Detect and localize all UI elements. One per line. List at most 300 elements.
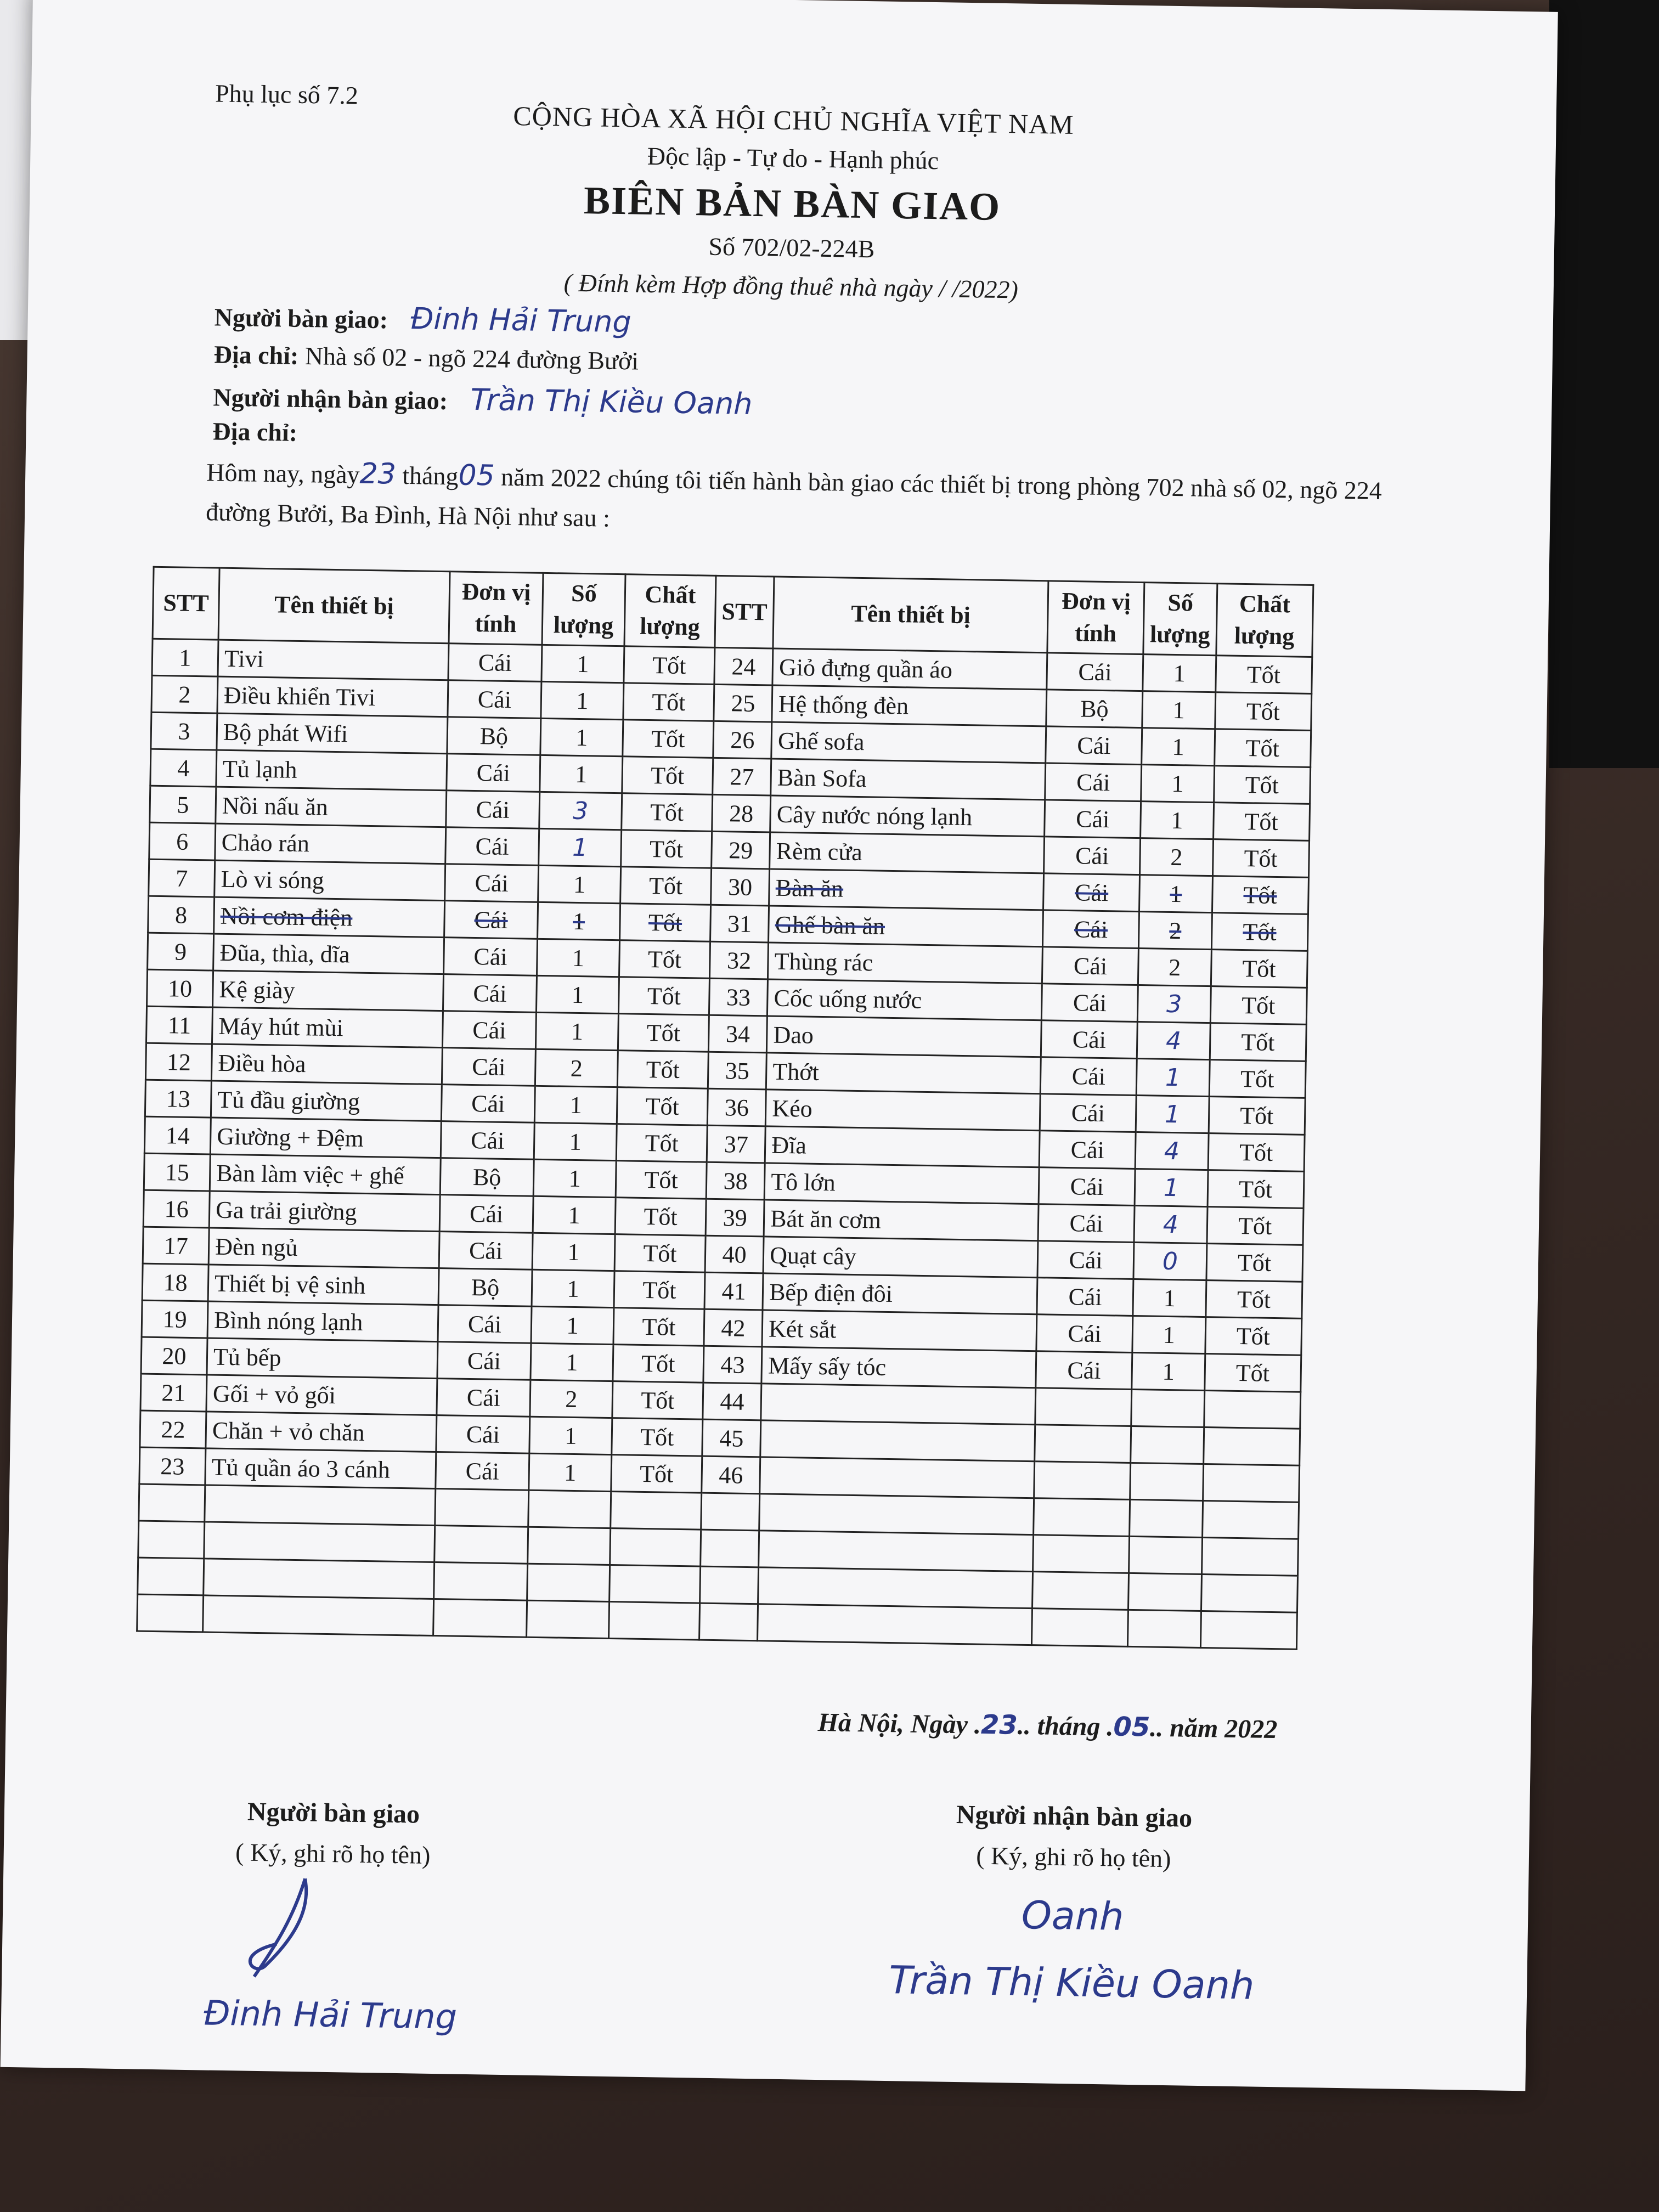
cell-right-qty [1128, 1573, 1201, 1611]
cell-right-quality: Tốt [1206, 1244, 1303, 1282]
cell-left-name: Điều khiển Tivi [217, 676, 448, 717]
place-and-date [817, 1707, 1277, 1745]
cell-left-unit: Cái [445, 827, 539, 866]
cell-right-quality: Tốt [1215, 656, 1312, 694]
cell-right-unit: Cái [1038, 1204, 1135, 1243]
cell-right-unit [1035, 1425, 1131, 1463]
cell-left-quality: Tốt [611, 1455, 702, 1493]
cell-left-unit: Cái [437, 1342, 531, 1380]
cell-right-name: Cốc uống nước [768, 979, 1042, 1020]
cell-right-unit: Cái [1045, 800, 1141, 838]
cell-right-name [759, 1531, 1034, 1572]
cell-right-name: Thùng rác [768, 943, 1043, 984]
cell-left-name: Đèn ngủ [208, 1228, 439, 1268]
cell-left-stt: 14 [144, 1116, 211, 1154]
cell-left-stt: 21 [140, 1374, 207, 1412]
cell-right-unit: Cái [1037, 1241, 1134, 1279]
cell-left-unit: Cái [436, 1415, 530, 1454]
cell-left-quality: Tốt [612, 1418, 703, 1457]
cell-right-unit [1034, 1462, 1131, 1500]
cell-right-stt: 26 [713, 721, 772, 759]
dark-object-edge [1549, 0, 1659, 768]
cell-left-stt: 11 [146, 1006, 212, 1044]
cell-right-stt: 34 [708, 1015, 767, 1053]
cell-left-name: Thiết bị vệ sinh [208, 1265, 439, 1305]
header-unit-right: Đơn vị tính [1047, 581, 1144, 654]
cell-left-qty: 1 [540, 755, 623, 793]
cell-right-quality: Tốt [1215, 692, 1311, 731]
cell-right-unit: Cái [1036, 1314, 1133, 1353]
cell-right-stt: 38 [706, 1162, 765, 1200]
cell-left-qty: 1 [541, 681, 624, 719]
cell-right-stt: 31 [710, 905, 769, 943]
cell-right-name: Két sắt [762, 1310, 1037, 1351]
cell-right-quality: Tốt [1209, 1097, 1305, 1135]
cell-left-stt: 5 [150, 786, 216, 823]
cell-right-qty: 1 [1142, 691, 1215, 729]
cell-right-quality: Tốt [1206, 1280, 1302, 1319]
cell-right-name [761, 1384, 1036, 1425]
cell-left-name: Chảo rán [215, 823, 446, 864]
giver-label: Người bàn giao: [214, 303, 388, 334]
appendix-label: Phụ lục số 7.2 [215, 79, 359, 110]
giver-signature-title: Người bàn giao [247, 1797, 420, 1829]
cell-left-qty: 1 [531, 1343, 613, 1381]
cell-left-quality: Tốt [621, 830, 712, 868]
cell-left-quality: Tốt [613, 1308, 704, 1346]
cell-right-qty: 1 [1136, 1059, 1209, 1097]
cell-right-quality: Tốt [1210, 1023, 1306, 1062]
cell-right-qty: 4 [1137, 1022, 1210, 1060]
cell-right-name: Hệ thống đèn [772, 685, 1047, 726]
cell-right-name: Bát ăn cơm [764, 1200, 1039, 1241]
cell-right-name: Giỏ đựng quần áo [772, 648, 1047, 690]
cell-left-quality: Tốt [614, 1271, 705, 1310]
cell-left-quality: Tốt [614, 1234, 706, 1273]
header-stt-right: STT [715, 575, 774, 648]
cell-left-quality: Tốt [616, 1161, 707, 1199]
cell-left-stt [137, 1594, 204, 1632]
cell-right-qty: 1 [1142, 728, 1215, 766]
cell-right-qty: 0 [1133, 1242, 1206, 1280]
cell-left-unit [435, 1526, 528, 1564]
cell-left-qty: 1 [537, 939, 620, 977]
cell-right-qty: 1 [1135, 1169, 1207, 1206]
cell-left-quality: Tốt [623, 683, 714, 721]
cell-left-stt: 2 [151, 675, 218, 713]
cell-right-stt: 25 [714, 684, 772, 722]
cell-right-unit: Cái [1040, 1057, 1137, 1096]
cell-left-qty: 1 [529, 1453, 612, 1491]
cell-left-unit: Cái [448, 680, 541, 719]
cell-right-quality: Tốt [1211, 950, 1307, 988]
cell-right-stt: 33 [709, 978, 768, 1016]
cell-right-qty: 1 [1143, 654, 1216, 692]
cell-right-qty: 1 [1139, 875, 1212, 913]
giver-signature-block [166, 1795, 499, 2037]
giver-signature-scribble-icon [166, 1865, 498, 1996]
cell-right-unit [1034, 1498, 1130, 1537]
cell-right-stt: 30 [711, 868, 770, 906]
place-text-b: .. tháng . [1017, 1711, 1114, 1742]
cell-right-unit: Cái [1039, 1167, 1135, 1206]
cell-right-quality: Tốt [1207, 1170, 1304, 1209]
cell-right-stt [701, 1493, 760, 1531]
cell-right-unit: Cái [1043, 873, 1140, 912]
cell-right-name: Quạt cây [763, 1237, 1038, 1278]
cell-right-quality: Tốt [1210, 986, 1307, 1025]
cell-right-unit: Cái [1042, 984, 1138, 1022]
cell-left-stt: 7 [149, 859, 215, 897]
cell-right-unit: Cái [1039, 1131, 1136, 1169]
cell-left-stt: 10 [147, 969, 213, 1007]
intro-month-handwritten: 05 [458, 459, 495, 493]
cell-right-stt: 43 [703, 1346, 762, 1384]
cell-left-name: Máy hút mùi [212, 1007, 443, 1048]
cell-right-stt [701, 1530, 759, 1567]
cell-left-name: Điều hòa [211, 1044, 442, 1085]
cell-right-stt: 36 [707, 1088, 766, 1126]
cell-right-quality [1200, 1611, 1297, 1649]
cell-left-unit: Cái [447, 754, 540, 792]
giver-signed-name: Đinh Hải Trung [203, 1993, 458, 2037]
cell-right-name [758, 1567, 1033, 1609]
giver-address-label: Địa chỉ: [213, 340, 299, 370]
cell-right-name [760, 1457, 1035, 1498]
cell-left-quality: Tốt [618, 1014, 709, 1052]
cell-right-name: Ghế sofa [771, 722, 1046, 763]
cell-right-stt: 27 [713, 758, 771, 795]
cell-left-unit: Cái [437, 1379, 531, 1417]
document-title: BIÊN BẢN BÀN GIAO [583, 178, 1001, 229]
cell-right-stt: 39 [706, 1199, 764, 1237]
cell-left-qty [527, 1564, 610, 1601]
cell-right-name: Ghế bàn ăn [769, 906, 1043, 947]
cell-left-qty [528, 1490, 611, 1528]
cell-left-unit: Cái [441, 1085, 535, 1123]
cell-right-name: Tô lớn [764, 1163, 1039, 1204]
cell-right-qty: 2 [1140, 838, 1213, 876]
cell-left-name: Tủ lạnh [216, 750, 447, 791]
cell-left-unit: Cái [442, 1048, 535, 1086]
place-month-handwritten: 05 [1113, 1711, 1150, 1743]
cell-left-unit: Cái [446, 791, 540, 829]
cell-right-quality: Tốt [1213, 803, 1310, 841]
cell-left-stt: 15 [144, 1153, 210, 1191]
header-stt-left: STT [153, 567, 219, 640]
giver-signature-note: ( Ký, ghi rõ họ tên) [235, 1838, 431, 1869]
cell-right-name: Đĩa [765, 1126, 1040, 1167]
handover-document-page [1, 0, 1558, 2091]
receiver-signature-block [879, 1798, 1267, 2008]
cell-right-name [759, 1494, 1034, 1535]
cell-right-quality: Tốt [1212, 876, 1308, 915]
cell-right-unit: Cái [1044, 837, 1141, 875]
cell-left-stt: 9 [148, 933, 214, 970]
cell-left-name [204, 1559, 435, 1599]
cell-left-stt: 17 [143, 1227, 209, 1265]
cell-right-name: Bàn ăn [769, 869, 1044, 910]
cell-right-name: Bếp điện đôi [763, 1273, 1037, 1314]
cell-right-qty: 1 [1141, 802, 1214, 839]
cell-left-qty: 1 [539, 828, 622, 866]
cell-left-quality: Tốt [622, 793, 713, 832]
receiver-signature-title: Người nhận bàn giao [956, 1800, 1193, 1833]
cell-left-quality: Tốt [617, 1087, 708, 1126]
cell-left-unit: Cái [438, 1305, 532, 1344]
cell-left-name: Bộ phát Wifi [217, 713, 448, 754]
cell-right-quality: Tốt [1208, 1133, 1305, 1172]
national-motto: Độc lập - Tự do - Hạnh phúc [647, 142, 939, 175]
giver-address-line [213, 340, 639, 375]
cell-left-unit: Cái [439, 1195, 533, 1233]
cell-left-stt: 3 [151, 712, 217, 750]
cell-right-name: Dao [767, 1016, 1042, 1057]
cell-right-quality [1201, 1537, 1298, 1576]
cell-right-stt: 45 [702, 1419, 761, 1457]
cell-left-unit: Bộ [438, 1268, 532, 1307]
cell-left-stt: 16 [143, 1190, 210, 1228]
cell-right-quality: Tốt [1204, 1354, 1301, 1392]
cell-right-qty [1129, 1536, 1202, 1574]
cell-left-qty [528, 1527, 611, 1565]
cell-left-quality: Tốt [619, 940, 710, 979]
cell-left-stt: 4 [150, 749, 217, 787]
cell-right-stt: 42 [704, 1309, 763, 1347]
cell-right-unit: Cái [1046, 726, 1142, 765]
cell-left-quality: Tốt [620, 904, 711, 942]
cell-right-quality: Tốt [1207, 1207, 1304, 1245]
header-unit-left: Đơn vị tính [449, 572, 543, 645]
giver-name-handwritten: Đinh Hải Trung [410, 301, 632, 340]
national-title: CỘNG HÒA XÃ HỘI CHỦ NGHĨA VIỆT NAM [512, 100, 1075, 140]
cell-left-qty: 1 [538, 865, 621, 903]
cell-right-unit: Cái [1036, 1351, 1132, 1390]
header-qty-left: Số lượng [542, 573, 625, 646]
cell-right-name: Thớt [766, 1053, 1041, 1094]
cell-right-unit: Cái [1042, 947, 1139, 985]
receiver-address-line [212, 416, 297, 447]
cell-left-quality: Tốt [618, 977, 709, 1015]
cell-left-unit: Cái [444, 938, 538, 976]
cell-left-qty: 1 [534, 1122, 617, 1160]
cell-left-qty: 1 [532, 1233, 615, 1271]
cell-right-name [760, 1420, 1035, 1462]
cell-right-qty [1130, 1463, 1203, 1500]
cell-left-unit [433, 1599, 527, 1638]
cell-left-name: Bình nóng lạnh [207, 1301, 438, 1342]
cell-right-qty [1131, 1389, 1204, 1427]
cell-left-unit: Cái [448, 644, 542, 682]
cell-right-unit: Cái [1045, 763, 1142, 802]
cell-left-unit [434, 1562, 528, 1601]
cell-right-unit [1033, 1535, 1130, 1573]
cell-left-qty: 1 [541, 645, 624, 682]
cell-left-stt: 1 [152, 639, 218, 676]
cell-right-qty [1130, 1499, 1203, 1537]
cell-right-name: Cây nước nóng lạnh [770, 795, 1045, 837]
cell-left-stt: 19 [142, 1300, 208, 1338]
cell-right-quality: Tốt [1205, 1317, 1301, 1356]
cell-left-name: Kệ giày [213, 970, 444, 1011]
cell-left-qty: 2 [530, 1380, 613, 1418]
cell-left-qty: 2 [535, 1049, 618, 1087]
cell-right-qty [1131, 1426, 1204, 1464]
cell-left-unit [435, 1489, 529, 1527]
cell-right-qty: 4 [1135, 1132, 1208, 1170]
cell-right-quality: Tốt [1214, 766, 1310, 804]
cell-right-unit: Bộ [1046, 690, 1143, 728]
cell-right-qty: 4 [1134, 1205, 1207, 1243]
cell-right-name: Rèm cửa [770, 832, 1045, 873]
cell-right-qty: 1 [1133, 1279, 1206, 1317]
receiver-signature-initials: Oanh [1021, 1892, 1125, 1939]
header-qty-right: Số lượng [1143, 583, 1217, 656]
cell-left-name: Nồi nấu ăn [216, 787, 447, 827]
cell-right-qty: 1 [1132, 1352, 1205, 1390]
cell-right-unit [1032, 1609, 1128, 1647]
cell-right-unit: Cái [1041, 1020, 1137, 1059]
cell-left-name: Giường + Đệm [210, 1118, 441, 1158]
cell-left-name: Gối + vỏ gối [206, 1375, 437, 1415]
cell-left-name: Ga trải giường [209, 1191, 440, 1232]
cell-left-quality: Tốt [613, 1345, 704, 1383]
cell-left-name: Tủ quần áo 3 cánh [205, 1448, 436, 1489]
receiver-line [213, 378, 753, 421]
receiver-label: Người nhận bàn giao: [213, 383, 448, 415]
cell-right-stt [700, 1566, 759, 1604]
intro-paragraph [206, 452, 1386, 550]
cell-right-qty: 1 [1141, 765, 1214, 803]
cell-left-qty: 3 [539, 792, 622, 830]
cell-left-qty: 1 [534, 1086, 617, 1124]
receiver-signed-name: Trần Thị Kiều Oanh [888, 1957, 1255, 2008]
cell-right-unit: Cái [1047, 653, 1143, 691]
cell-right-unit: Cái [1040, 1094, 1136, 1132]
cell-right-stt: 46 [702, 1456, 760, 1494]
place-day-handwritten: 23 [980, 1709, 1018, 1741]
cell-left-name: Chăn + vỏ chăn [206, 1412, 437, 1452]
cell-left-quality [610, 1528, 701, 1567]
header-quality-left: Chất lượng [624, 574, 716, 648]
cell-right-quality [1203, 1427, 1300, 1466]
cell-right-quality [1202, 1500, 1299, 1539]
cell-right-quality: Tốt [1214, 729, 1311, 768]
cell-left-quality: Tốt [620, 867, 712, 905]
place-text-a: Hà Nội, Ngày . [817, 1708, 981, 1740]
cell-left-stt [139, 1484, 205, 1522]
cell-right-stt: 41 [704, 1272, 763, 1310]
cell-left-unit: Cái [442, 1011, 536, 1049]
cell-left-quality: Tốt [612, 1381, 703, 1420]
header-quality-right: Chất lượng [1216, 584, 1313, 657]
cell-right-stt: 37 [707, 1125, 765, 1163]
cell-left-stt: 12 [145, 1043, 212, 1081]
cell-right-quality [1203, 1464, 1299, 1503]
intro-day-handwritten: 23 [359, 457, 397, 491]
cell-left-qty: 1 [535, 1012, 618, 1050]
cell-left-stt [138, 1521, 205, 1559]
cell-right-name: Kéo [765, 1090, 1040, 1131]
cell-right-qty: 1 [1132, 1316, 1205, 1353]
cell-left-quality: Tốt [622, 757, 713, 795]
cell-left-name [204, 1522, 435, 1562]
cell-left-stt: 23 [139, 1447, 206, 1485]
cell-left-qty: 1 [533, 1196, 616, 1234]
cell-left-unit: Cái [441, 1121, 534, 1160]
cell-left-stt: 6 [149, 822, 216, 860]
cell-right-name [758, 1604, 1032, 1645]
cell-left-unit: Cái [445, 864, 539, 902]
cell-right-stt: 44 [703, 1383, 761, 1420]
cell-right-stt: 29 [712, 831, 770, 869]
cell-right-qty: 2 [1139, 912, 1212, 950]
cell-left-unit: Cái [439, 1232, 533, 1270]
cell-right-quality: Tốt [1209, 1060, 1306, 1098]
receiver-address-label: Địa chỉ: [212, 417, 298, 447]
cell-left-name: Tivi [218, 640, 449, 680]
cell-right-stt: 24 [714, 647, 773, 685]
cell-right-quality: Tốt [1211, 913, 1308, 951]
cell-left-unit: Bộ [440, 1158, 534, 1197]
cell-left-name [205, 1485, 436, 1526]
cell-left-name: Tủ đầu giường [211, 1081, 442, 1121]
cell-left-qty: 1 [540, 718, 623, 756]
cell-left-quality: Tốt [624, 646, 715, 685]
intro-text-2: tháng [402, 461, 459, 490]
cell-right-stt: 28 [712, 794, 771, 832]
cell-right-qty: 3 [1137, 985, 1210, 1023]
cell-left-name: Tủ bếp [207, 1338, 438, 1379]
giver-address: Nhà số 02 - ngõ 224 đường Bưởi [304, 342, 639, 375]
cell-right-stt: 35 [708, 1052, 766, 1090]
cell-right-stt [699, 1603, 758, 1641]
cell-left-stt [138, 1558, 204, 1595]
cell-left-qty: 1 [533, 1159, 616, 1197]
cell-right-name: Bàn Sofa [771, 759, 1046, 800]
cell-left-qty: 1 [538, 902, 620, 940]
cell-left-name: Nồi cơm điện [214, 897, 445, 938]
cell-right-quality: Tốt [1212, 839, 1309, 878]
contract-attachment-note: ( Đính kèm Hợp đồng thuê nhà ngày / /2022) [563, 268, 1019, 304]
cell-left-unit: Cái [436, 1452, 529, 1491]
cell-left-quality [610, 1565, 701, 1604]
cell-right-quality [1201, 1574, 1297, 1612]
intro-text-3: năm 2022 chúng tôi tiến hành bàn giao các thiết bị trong phòng 702 nhà số 02, ngõ 224 đường Bưởi, Ba Đình, Hà Nội như sau : [205, 462, 1383, 532]
place-text-c: .. năm 2022 [1149, 1713, 1278, 1745]
cell-right-unit [1032, 1572, 1129, 1610]
cell-left-quality [609, 1602, 700, 1640]
cell-left-qty [527, 1600, 610, 1638]
cell-left-quality: Tốt [617, 1051, 708, 1089]
cell-left-name: Lò vi sóng [215, 860, 445, 901]
cell-right-unit: Cái [1043, 910, 1139, 949]
cell-right-qty: 2 [1138, 949, 1211, 986]
cell-left-stt: 8 [148, 896, 215, 934]
cell-left-stt: 22 [140, 1410, 206, 1448]
cell-left-unit: Bộ [447, 717, 541, 755]
header-name-right: Tên thiết bị [773, 577, 1048, 653]
cell-left-stt: 18 [142, 1263, 208, 1301]
cell-right-unit: Cái [1037, 1278, 1133, 1316]
cell-right-stt: 32 [709, 941, 768, 979]
cell-left-unit: Cái [444, 901, 538, 939]
cell-right-qty: 1 [1136, 1096, 1209, 1133]
receiver-signature-note: ( Ký, ghi rõ họ tên) [975, 1841, 1171, 1873]
cell-right-name: Mấy sấy tóc [761, 1347, 1036, 1388]
equipment-table [136, 566, 1314, 1650]
cell-left-quality: Tốt [623, 720, 714, 758]
